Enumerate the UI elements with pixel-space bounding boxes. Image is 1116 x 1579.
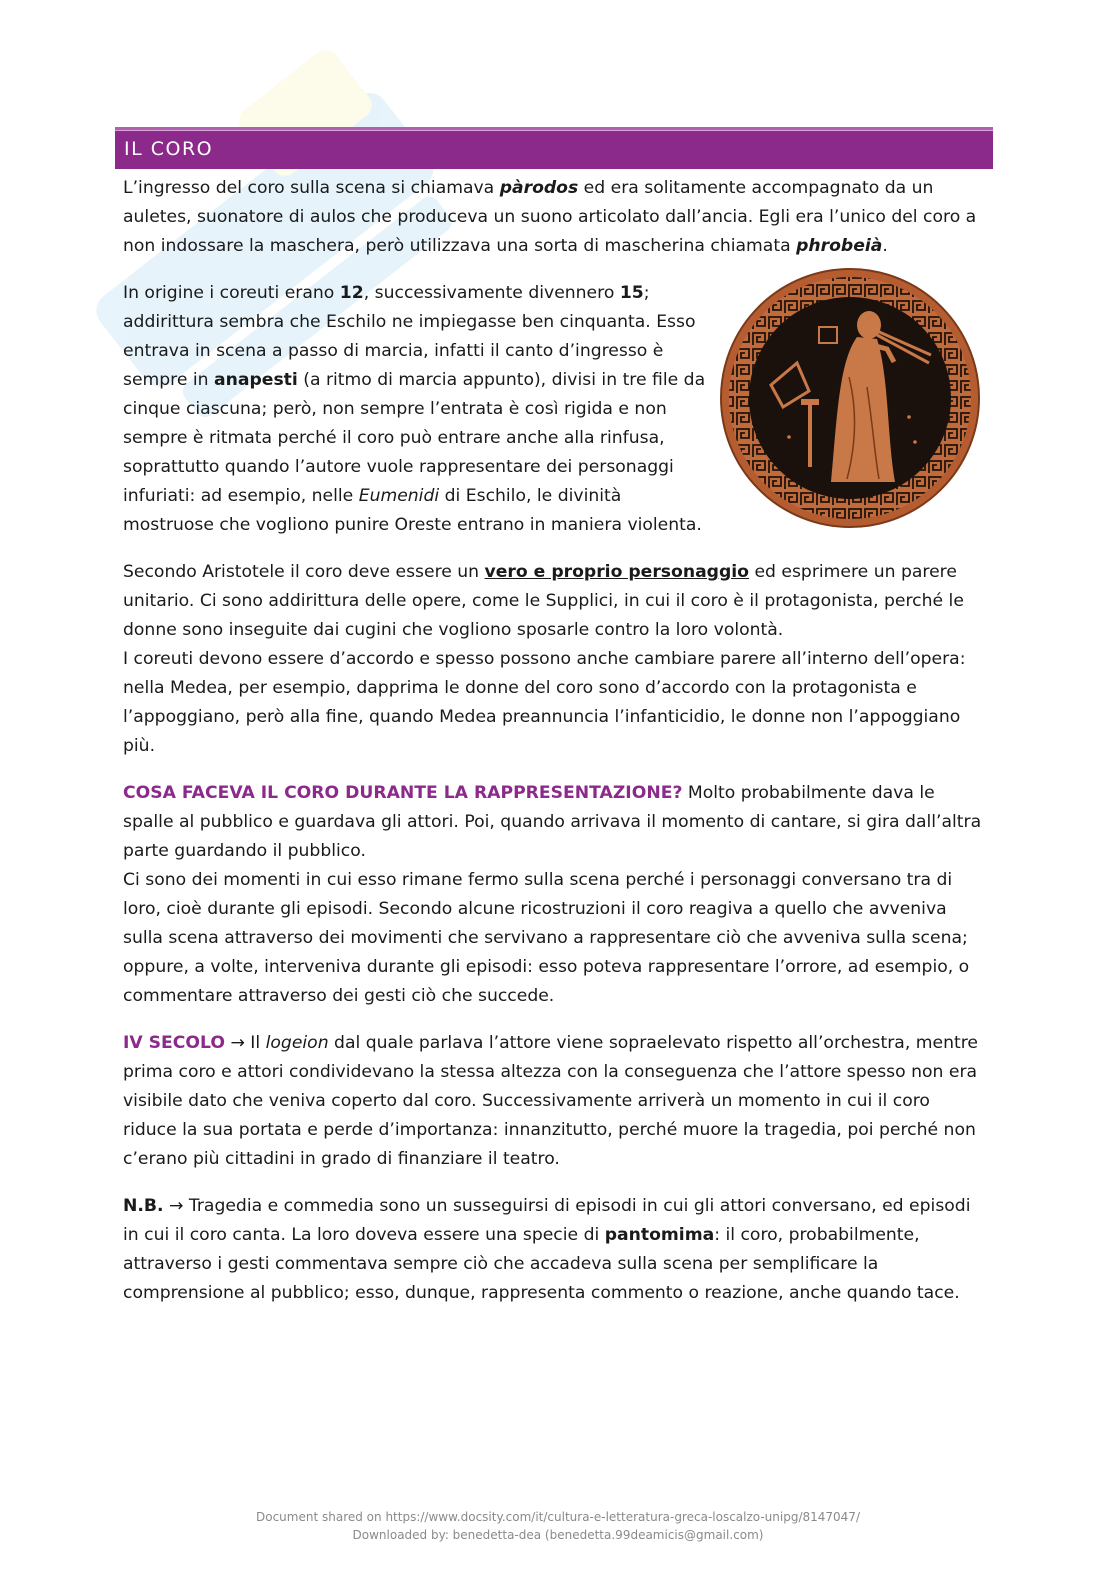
footer-shared-link[interactable]: Document shared on https://www.docsity.com/it/cultura-e-letteratura-greca-loscalzo-unipg/8147047/ — [256, 1510, 860, 1524]
term-vero-personaggio: vero e proprio personaggio — [484, 562, 749, 582]
title-eumenidi: Eumenidi — [358, 486, 440, 506]
greek-vase-image — [719, 267, 981, 529]
subheading-iv-secolo: IV SECOLO — [123, 1033, 225, 1053]
section-title-bar — [115, 127, 993, 169]
term-logeion: logeion — [265, 1033, 329, 1053]
term-phrobeia: phrobeià — [796, 236, 883, 256]
term-anapesti: anapesti — [214, 370, 298, 390]
term-parodos: pàrodos — [499, 178, 579, 198]
footer-downloaded-by: Downloaded by: benedetta-dea (benedetta.99deamicis@gmail.com) — [352, 1528, 764, 1542]
paragraph-rappresentazione: COSA FACEVA IL CORO DURANTE LA RAPPRESENTAZIONE? Molto probabilmente dava le spalle al pubblico e guardava gli attori. Poi, quando arrivava il momento di cantare, si gira dall’altra parte guardando il pubblico. Ci sono dei momenti in cui esso rimane fermo sulla scena perché i personaggi conversano tra di loro, cioè durante gli episodi. Secondo alcune ricostruzioni il coro reagiva a quello che avveniva sulla scena attraverso dei movimenti che servivano a rappresentare ciò che avveniva sulla scena; oppure, a volte, interveniva durante gli episodi: esso poteva rappresentare l’orrore, ad esempio, o commentare attraverso dei gesti ciò che succede. — [123, 783, 982, 1006]
paragraph-parodos: L’ingresso del coro sulla scena si chiamava pàrodos ed era solitamente accompagnato da un auletes, suonatore di aulos che produceva un suono articolato dall’ancia. Egli era l’unico del coro a non indossare la maschera, però utilizzava una sorta di mascherina chiamata phrobeià. — [123, 178, 977, 256]
nb-label: N.B. — [123, 1196, 164, 1216]
paragraph-iv-secolo: IV SECOLO → Il logeion dal quale parlava l’attore viene sopraelevato rispetto all’orchestra, mentre prima coro e attori condividevano la stessa altezza con la conseguenza che l’attore spesso non era visibile dato che veniva coperto dal coro. Successivamente arriverà un momento in cui il coro riduce la sua portata e perde d’importanza: innanzitutto, perché muore la tragedia, poi perché non c’erano più cittadini in grado di finanziare il teatro. — [123, 1033, 978, 1169]
paragraph-nb: N.B. → Tragedia e commedia sono un susseguirsi di episodi in cui gli attori conversano, ed episodi in cui il coro canta. La loro doveva essere una specie di pantomima: il coro, probabilmente, attraverso i gesti commentava sempre ciò che accadeva sulla scena per semplificare la comprensione al pubblico; esso, dunque, rappresenta commento o reazione, anche quando tace. — [123, 1196, 971, 1303]
document-body — [123, 174, 989, 1326]
paragraph-coreuti: In origine i coreuti erano 12, successivamente divennero 15; addirittura sembra che Eschilo ne impiegasse ben cinquanta. Esso entrava in scena a passo di marcia, infatti il canto d’ingresso è sempre in anapesti (a ritmo di marcia appunto), divisi in tre file da cinque ciascuna; però, non sempre l’entrata è così rigida e non sempre è ritmata perché il coro può entrare anche alla rinfusa, soprattutto quando l’autore vuole rappresentare dei personaggi infuriati: ad esempio, nelle Eumenidi di Eschilo, le divinità mostruose che vogliono punire Oreste entrano in maniera violenta. — [123, 283, 706, 535]
coreuti-block — [123, 279, 989, 540]
section-title: IL CORO — [124, 138, 214, 160]
subheading-rappresentazione: COSA FACEVA IL CORO DURANTE LA RAPPRESENTAZIONE? — [123, 783, 683, 803]
document-footer — [0, 1508, 1116, 1544]
paragraph-aristotele: Secondo Aristotele il coro deve essere un vero e proprio personaggio ed esprimere un parere unitario. Ci sono addirittura delle opere, come le Supplici, in cui il coro è il protagonista, perché le donne sono inseguite dai cugini che vogliono sposarle contro la loro volontà. I coreuti devono essere d’accordo e spesso possono anche cambiare parere all’interno dell’opera: nella Medea, per esempio, dapprima le donne del coro sono d’accordo con la protagonista e l’appoggiano, però alla fine, quando Medea preannuncia l’infanticidio, le donne non l’appoggiano più. — [123, 562, 966, 756]
term-pantomima: pantomima — [604, 1225, 715, 1245]
